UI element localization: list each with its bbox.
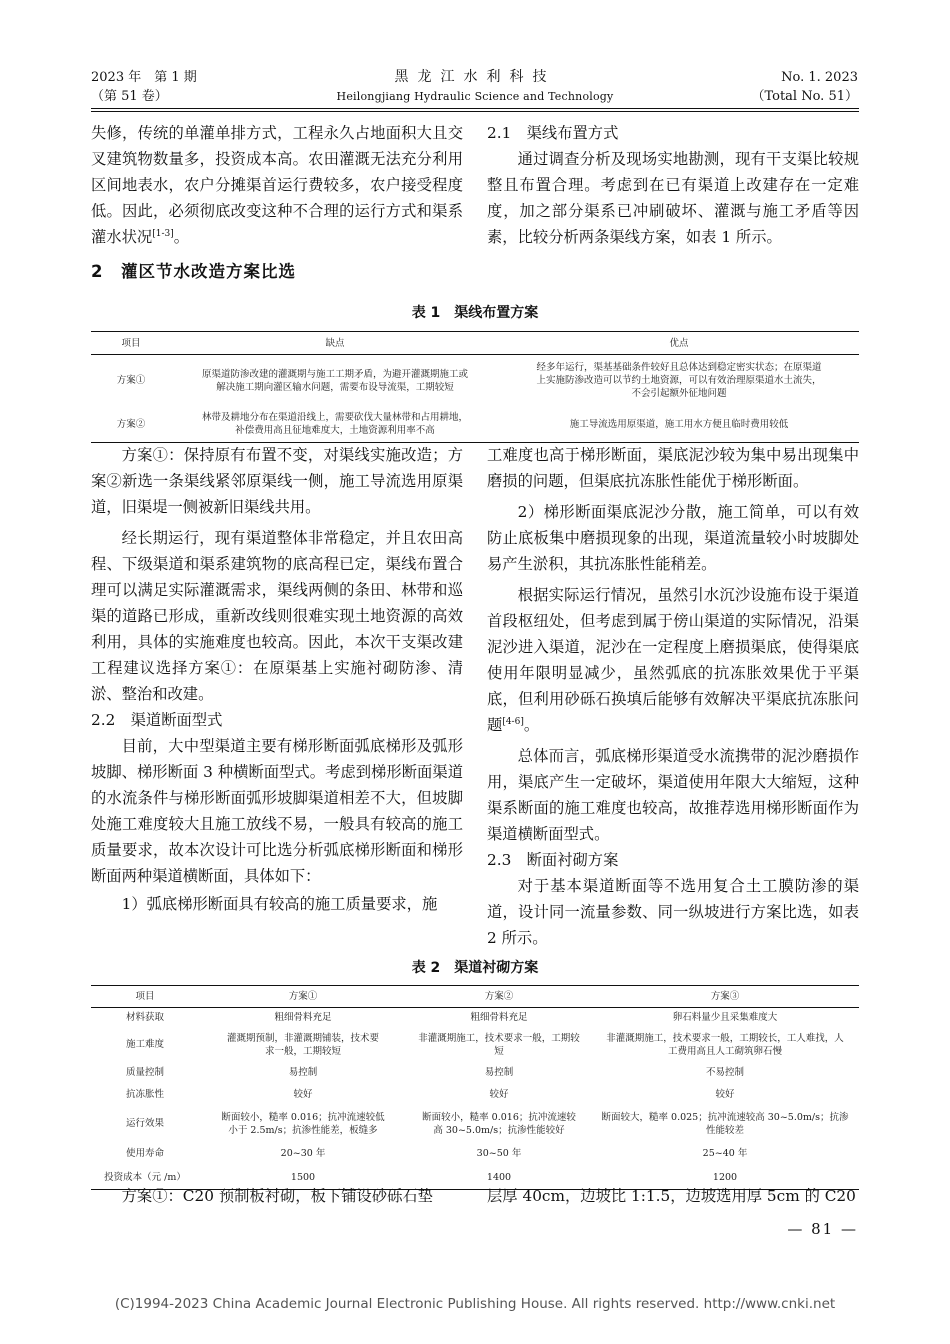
table-row	[91, 1062, 859, 1084]
paragraph: 1）弧底梯形断面具有较高的施工质量要求，施	[121, 895, 438, 913]
paragraph	[487, 582, 859, 738]
right-column-top	[487, 120, 859, 250]
table-header: 优点	[499, 332, 859, 355]
table-cell: 运行效果	[125, 1118, 164, 1129]
table-cell: 抗冻胀性	[125, 1089, 164, 1100]
table-cell: 易控制	[288, 1067, 318, 1078]
table-header: 方案①	[199, 986, 407, 1008]
table-cell: 断面较大，糙率 0.025；抗冲流速较高 30~5.0m/s；抗渗性能较差	[601, 1111, 849, 1136]
table-header: 方案②	[407, 986, 591, 1008]
header-year-issue: 2023 年 第 1 期	[91, 70, 197, 85]
table-cell: 1200	[712, 1171, 738, 1183]
header-number	[751, 68, 858, 106]
table-cell: 断面较小，糙率 0.016；抗冲流速较低小于 2.5m/s；抗渗性能差，板缝多	[221, 1111, 385, 1136]
paragraph: 目前，大中型渠道主要有梯形断面弧底梯形及弧形坡脚、梯形断面 3 种横断面型式。考虑到梯形断面渠道的水流条件与梯形断面弧形坡脚渠道相差不大，但坡脚处施工难度较大且施工放线不易，一般具有较高的施工质量要求，故本次设计可比选分析弧底梯形断面和梯形断面两种渠道横断面，具体如下：	[91, 737, 463, 885]
table-row	[91, 1028, 859, 1062]
table-cell: 粗细骨料充足	[470, 1012, 528, 1024]
table-cell: 原渠道防渗改建的灌溉期与施工工期矛盾，为避开灌溉期施工或解决施工期向灌区输水问题，需要布设导流渠，工期较短	[201, 368, 468, 393]
header-total-no: （Total No. 51）	[751, 89, 858, 104]
table-cell: 较好	[293, 1089, 313, 1100]
table-cell: 非灌溉期施工，技术要求一般，工期较短	[418, 1032, 580, 1057]
table2	[91, 985, 859, 1190]
table-header-row	[91, 986, 859, 1008]
table-cell: 林带及耕地分布在渠道沿线上，需要砍伐大量林带和占用耕地，补偿费用高且征地难度大，土地资源利用率不高	[201, 412, 468, 437]
table-cell: 施工难度	[125, 1039, 164, 1050]
journal-title-cn: 黑龙江水利科技	[394, 69, 556, 85]
table-header: 方案③	[591, 986, 859, 1008]
left-column-top	[91, 120, 463, 291]
table-cell: 方案①	[116, 375, 146, 387]
table-row	[91, 1084, 859, 1106]
copyright-notice: (C)1994-2023 China Academic Journal Electronic Publishing House. All rights reserved. http://www.cnki.net	[114, 1296, 836, 1312]
table-cell: 断面较小，糙率 0.016；抗冲流速较高 30~5.0m/s；抗渗性能较好	[422, 1111, 576, 1136]
paragraph: 工难度也高于梯形断面，渠底泥沙较为集中易出现集中磨损的问题，但渠底抗冻胀性能优于梯形断面。	[487, 446, 859, 490]
table-row	[91, 1106, 859, 1142]
header-rule-top	[91, 108, 859, 109]
right-column-middle	[487, 442, 859, 951]
table-cell: 30~50 年	[476, 1148, 522, 1159]
table1-caption: 表 1 渠线布置方案	[411, 305, 539, 321]
paragraph: 对于基本渠道断面等不选用复合土工膜防渗的渠道，设计同一流量参数、同一纵坡进行方案比选，如表 2 所示。	[487, 877, 859, 947]
table-cell: 灌溉期预制，非灌溉期铺装，技术要求一般，工期较短	[226, 1032, 379, 1057]
table-header: 项目	[91, 986, 199, 1008]
paragraph: 总体而言，弧底梯形渠道受水流携带的泥沙磨损作用，渠底产生一定破坏，渠道使用年限大大缩短，这种渠系断面的施工难度也较高，故推荐选用梯形断面作为渠道横断面型式。	[487, 747, 859, 843]
table-cell: 1500	[290, 1171, 316, 1183]
right-column-bottom	[487, 1183, 859, 1209]
paragraph: 方案①：C20 预制板衬砌，板下铺设砂砾石垫	[121, 1187, 433, 1205]
table-cell: 卵石料量少且采集难度大	[672, 1012, 778, 1024]
header-rule-bottom	[91, 111, 859, 112]
paragraph	[91, 120, 463, 250]
table-cell: 材料获取	[125, 1012, 164, 1024]
paragraph: 2）梯形断面渠底泥沙分散，施工简单，可以有效防止底板集中磨损现象的出现，渠道流量较小时坡脚处易产生淤积，其抗冻胀性能稍差。	[487, 503, 859, 573]
paragraph-end: 。	[173, 228, 190, 246]
page-number: — 81 —	[787, 1220, 858, 1238]
table-cell: 投资成本（元 /m）	[104, 1171, 186, 1183]
left-column-middle	[91, 442, 463, 917]
citation: [1-3]	[152, 228, 174, 239]
table-row	[91, 407, 859, 443]
table-cell: 使用寿命	[125, 1148, 164, 1159]
table-cell: 粗细骨料充足	[274, 1012, 332, 1024]
subsection-heading: 2.1 渠线布置方式	[487, 124, 619, 142]
paragraph: 经长期运行，现有渠道整体非常稳定，并且农田高程、下级渠道和渠系建筑物的底高程已定，渠线布置合理可以满足实际灌溉需求，渠线两侧的条田、林带和巡渠的道路已形成，重新改线则很难实现土地资源的高效利用，具体的实施难度也较高。因此，本次干支渠改建工程建议选择方案①：在原渠基上实施衬砌防渗、清淤、整治和改建。	[91, 529, 463, 703]
subsection-heading: 2.3 断面衬砌方案	[487, 851, 619, 869]
table-cell: 20~30 年	[280, 1148, 326, 1159]
journal-title-en: Heilongjiang Hydraulic Science and Technology	[336, 90, 614, 103]
table1	[91, 331, 859, 443]
table-row	[91, 355, 859, 407]
header-volume: （第 51 卷）	[91, 89, 168, 104]
subsection-heading: 2.2 渠道断面型式	[91, 711, 223, 729]
table-cell: 易控制	[484, 1067, 514, 1078]
table-cell: 非灌溉期施工，技术要求一般，工期较长，工人难找，人工费用高且人工砌筑卵石慢	[606, 1032, 844, 1057]
table2-caption: 表 2 渠道衬砌方案	[411, 960, 539, 976]
paragraph: 层厚 40cm，边坡比 1:1.5，边坡选用厚 5cm 的 C20	[487, 1187, 856, 1205]
table-row	[91, 1142, 859, 1166]
paragraph: 通过调查分析及现场实地勘测，现有干支渠比较规整且布置合理。考虑到在已有渠道上改建存在一定难度，加之部分渠系已冲刷破坏、灌溉与施工矛盾等因素，比较分析两条渠线方案，如表 1 所示。	[487, 150, 859, 246]
section-heading: 2 灌区节水改造方案比选	[91, 262, 296, 281]
paragraph-text: 失修，传统的单灌单排方式，工程永久占地面积大且交叉建筑物数量多，投资成本高。农田灌溉无法充分利用区间地表水，农户分摊渠首运行费较多，农户接受程度低。因此，必须彻底改变这种不合理的运行方式和渠系灌水状况	[91, 124, 463, 246]
table-cell: 质量控制	[125, 1067, 164, 1078]
table-cell: 较好	[715, 1089, 735, 1100]
paragraph-end: 。	[523, 716, 540, 734]
table-cell: 施工导流选用原渠道，施工用水方便且临时费用较低	[569, 418, 789, 430]
table-cell: 25~40 年	[702, 1148, 748, 1159]
citation: [4-6]	[502, 716, 524, 727]
table-cell: 较好	[489, 1089, 509, 1100]
table-cell: 不易控制	[705, 1067, 744, 1078]
left-column-bottom	[91, 1183, 463, 1209]
table-header: 缺点	[171, 332, 499, 355]
paragraph: 方案①：保持原有布置不变，对渠线实施改造；方案②新选一条渠线紧邻原渠线一侧，施工导流选用原渠道，旧渠堤一侧被新旧渠线共用。	[91, 446, 463, 516]
table-header: 项目	[91, 332, 171, 355]
table-cell: 经多年运行，渠基基础条件较好且总体达到稳定密实状态；在原渠道上实施防渗改造可以节约土地资源，可以有效治理原渠道水土流失，不会引起额外征地问题	[536, 362, 822, 400]
paragraph-text: 根据实际运行情况，虽然引水沉沙设施布设于渠道首段枢纽处，但考虑到属于傍山渠道的实际情况，沿渠泥沙进入渠道，泥沙在一定程度上磨损渠底，使得渠底使用年限明显减少，虽然弧底的抗冻胀效果优于平渠底，但利用砂砾石换填后能够有效解决平渠底抗冻胀问题	[487, 586, 859, 734]
table-header-row	[91, 332, 859, 355]
table-row	[91, 1008, 859, 1028]
table-cell: 1400	[486, 1171, 512, 1183]
header-no: No. 1. 2023	[781, 70, 858, 85]
table-cell: 方案②	[116, 418, 146, 430]
